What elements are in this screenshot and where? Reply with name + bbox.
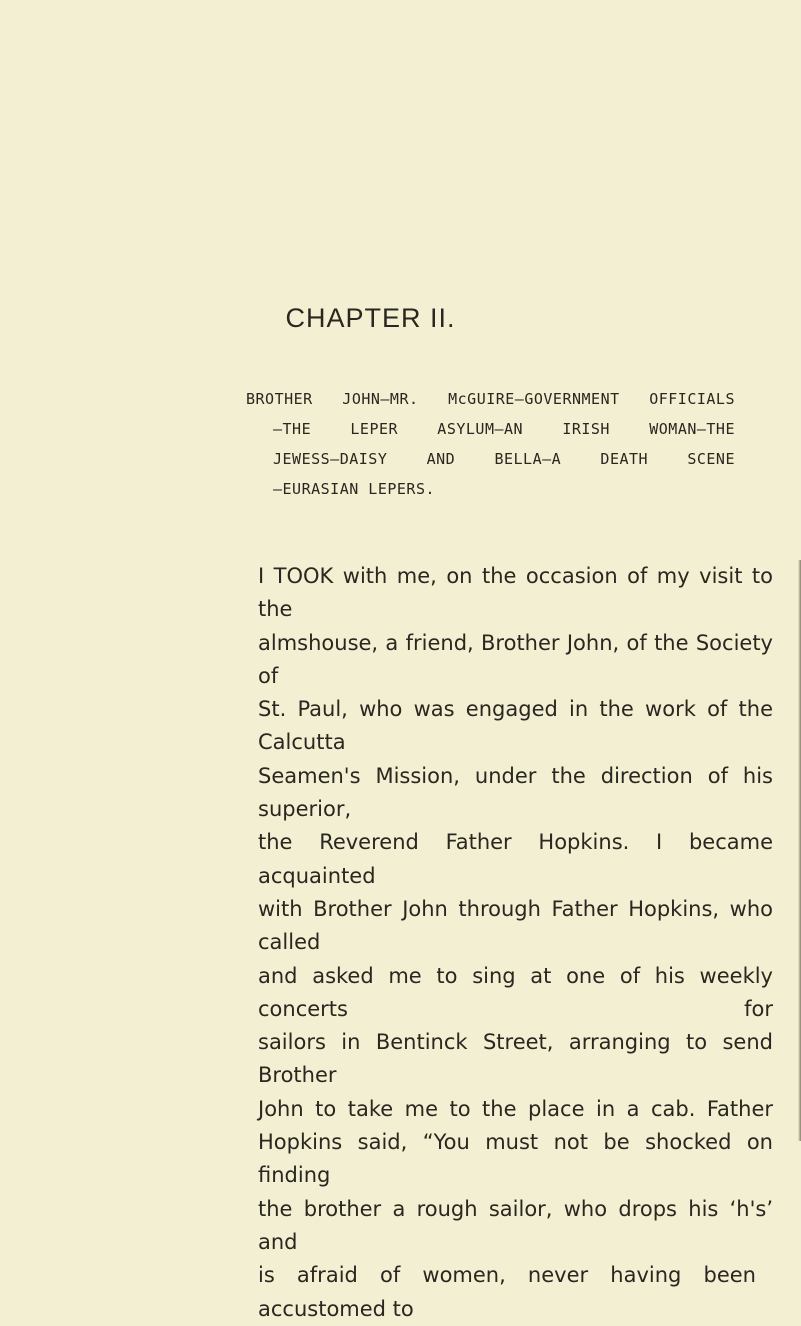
body-line: sailors in Bentinck Street, arranging to send Brother — [258, 1030, 773, 1088]
body-line: with Brother John through Father Hopkins, who called — [258, 896, 773, 955]
body-line: almshouse, a friend, Brother John, of the Society of — [258, 630, 773, 688]
body-line: the Reverend Father Hopkins. I became acquainted — [258, 830, 773, 888]
body-line: Hopkins said, “You must not be shocked on finding — [258, 1130, 773, 1188]
summary-line: JEWESS—DAISY AND BELLA—A DEATH SCENE — [273, 450, 735, 468]
chapter-title: CHAPTER II. — [285, 303, 456, 333]
summary-line: BROTHER JOHN—MR. McGUIRE—GOVERNMENT OFFICIALS — [246, 390, 735, 408]
body-line: I TOOK with me, on the occasion of my visit to the — [258, 564, 773, 622]
chapter-summary — [246, 384, 735, 504]
summary-line: —EURASIAN LEPERS. — [273, 480, 436, 498]
body-line: John to take me to the place in a cab. Father — [258, 1096, 773, 1121]
body-line: and asked me to sing at one of his weekly concerts for — [258, 963, 773, 1021]
body-paragraph — [258, 560, 773, 1326]
body-line: is afraid of women, never having been accustomed to — [258, 1263, 756, 1321]
body-line: the brother a rough sailor, who drops his ‘h's’ and — [258, 1196, 773, 1254]
body-line: Seamen's Mission, under the direction of his superior, — [258, 763, 773, 822]
summary-line: —THE LEPER ASYLUM—AN IRISH WOMAN—THE — [273, 420, 735, 438]
body-line: St. Paul, who was engaged in the work of the Calcutta — [258, 697, 773, 755]
